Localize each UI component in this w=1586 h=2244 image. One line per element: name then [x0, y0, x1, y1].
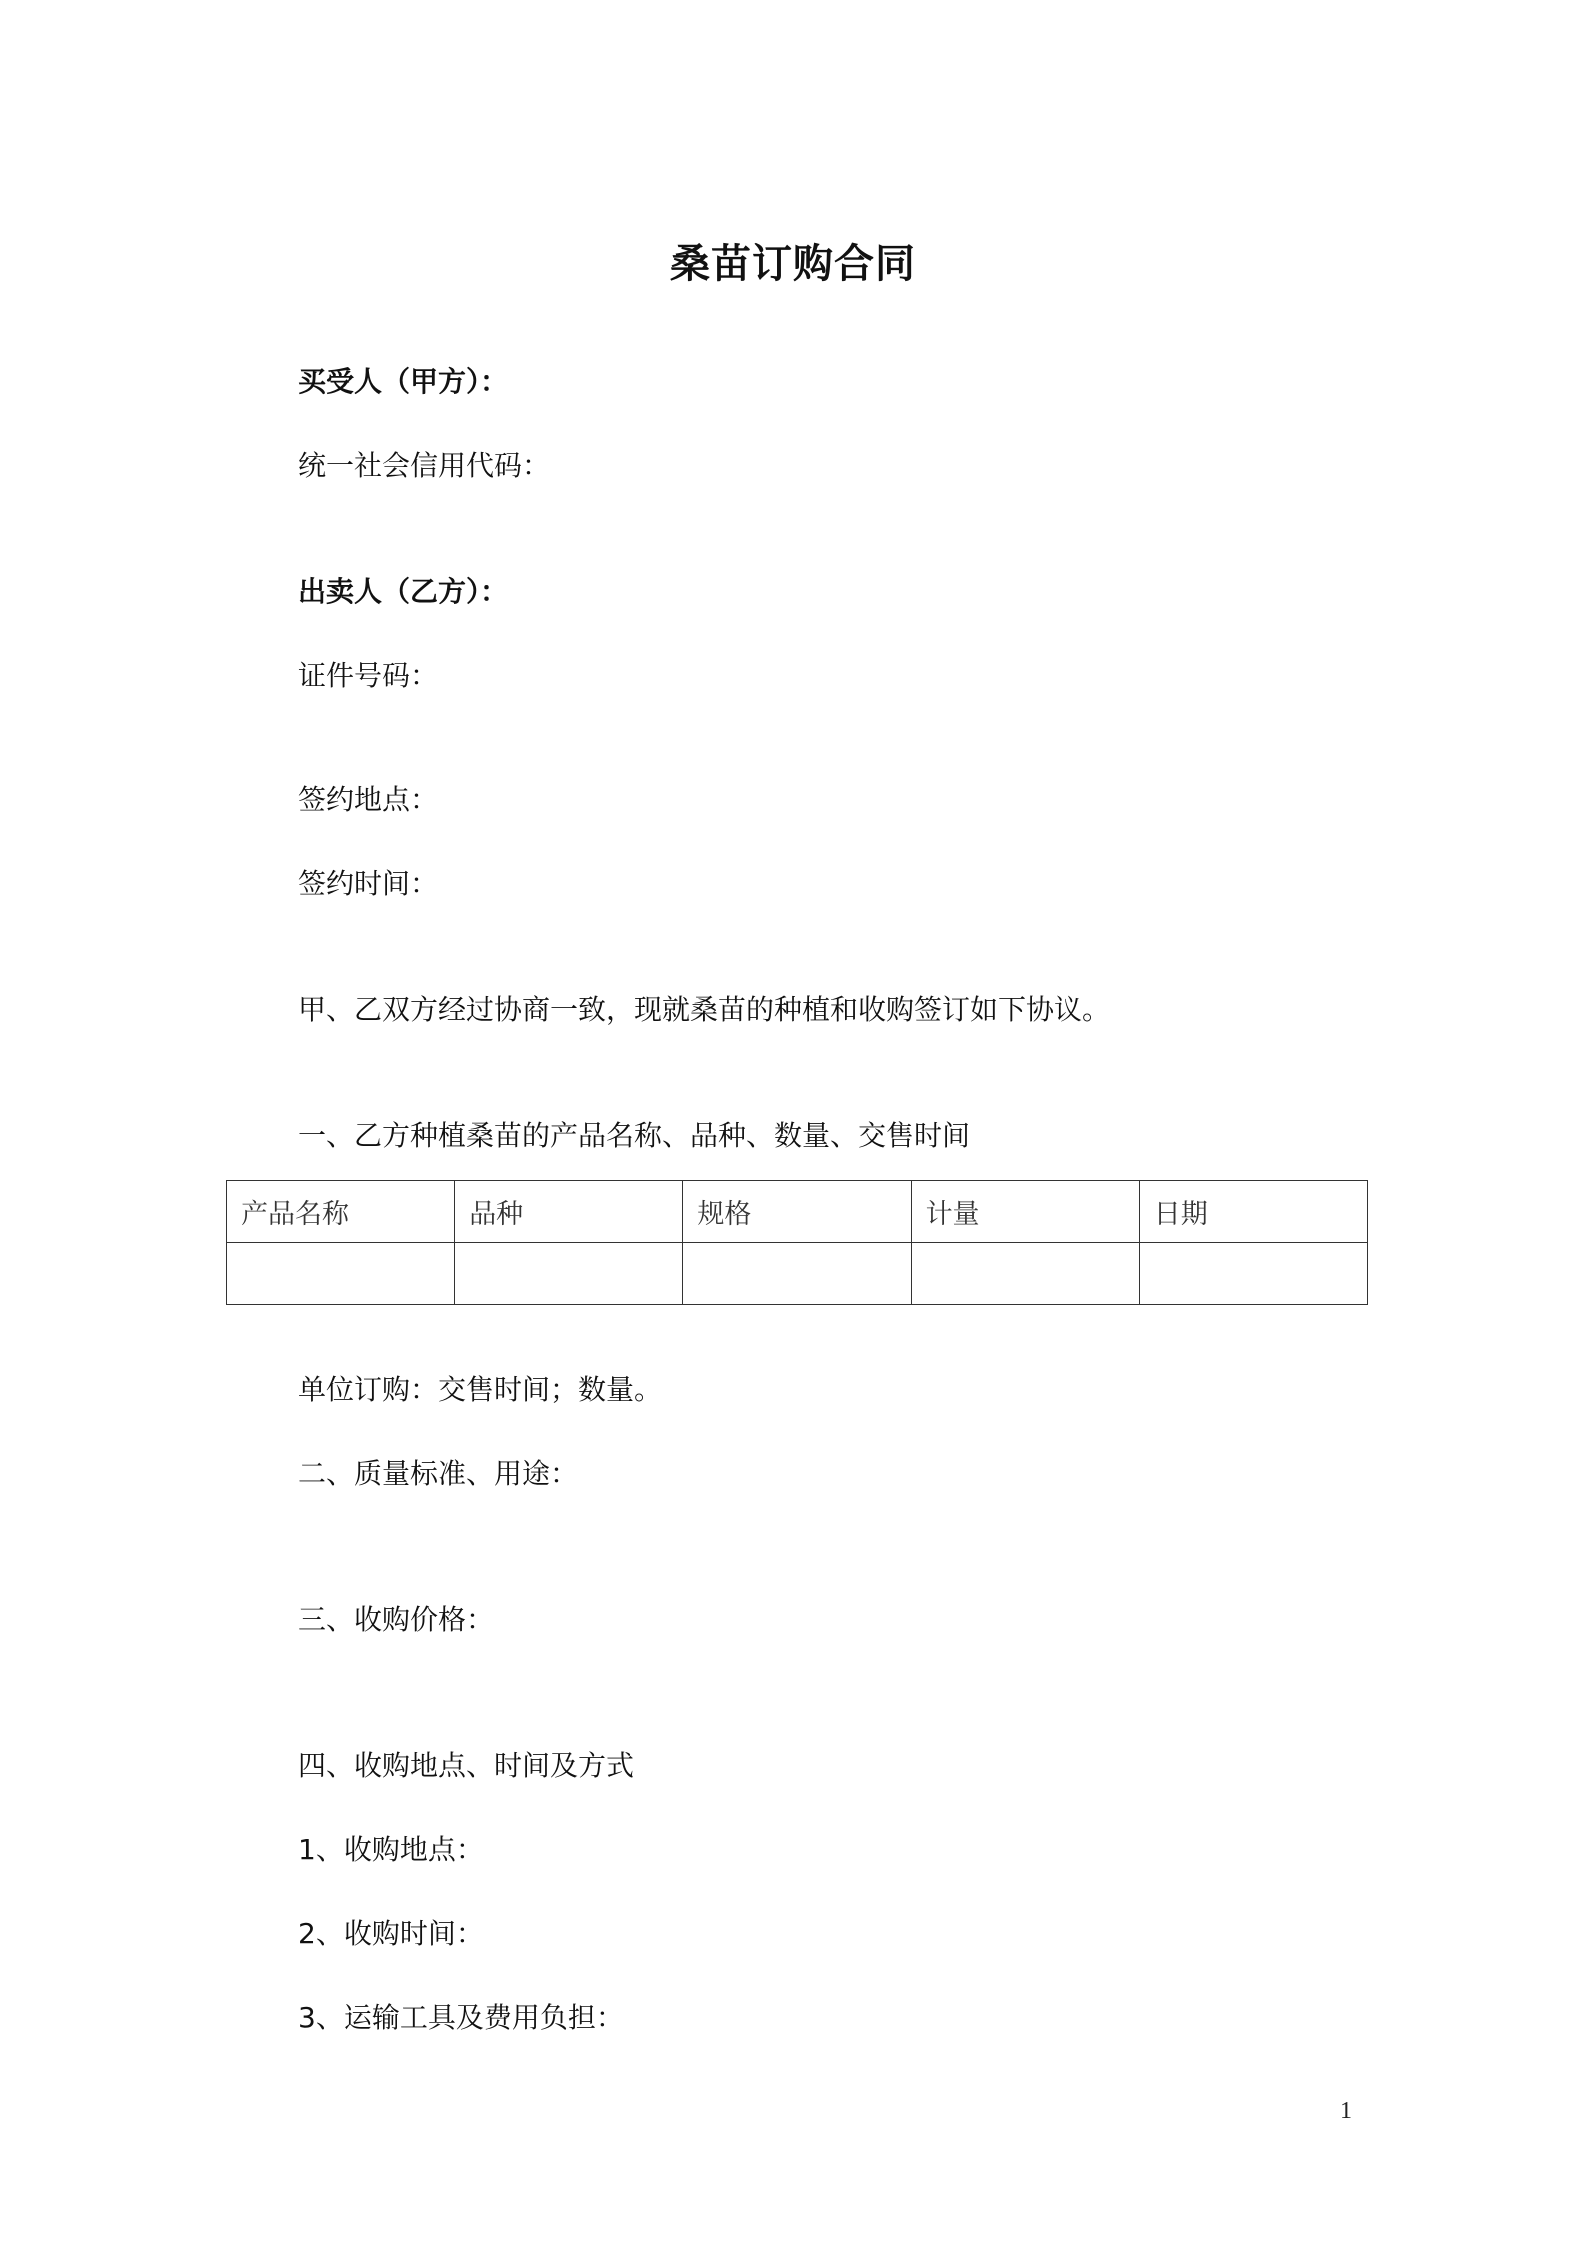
table-row	[227, 1243, 1368, 1305]
section4-heading: 四、收购地点、时间及方式	[298, 1749, 635, 1782]
party-b-label: 出卖人（乙方）：	[298, 575, 509, 608]
table-header-cell: 产品名称	[227, 1181, 455, 1243]
product-table	[226, 1180, 1368, 1305]
table-header-cell: 日期	[1139, 1181, 1367, 1243]
table-cell	[911, 1243, 1139, 1305]
section2-heading: 二、质量标准、用途：	[298, 1457, 579, 1490]
table-header-cell: 品种	[455, 1181, 683, 1243]
table-header-cell: 计量	[911, 1181, 1139, 1243]
table-header-row	[227, 1181, 1368, 1243]
page-number: 1	[1340, 2098, 1352, 2124]
section4-item-time: 2、收购时间：	[298, 1917, 484, 1950]
credit-code-label: 统一社会信用代码：	[298, 449, 551, 482]
id-number-label: 证件号码：	[298, 659, 439, 692]
section4-item-place: 1、收购地点：	[298, 1833, 484, 1866]
table-cell	[455, 1243, 683, 1305]
table-cell	[1139, 1243, 1367, 1305]
section4-item-transport: 3、运输工具及费用负担：	[298, 2001, 624, 2034]
table-cell	[683, 1243, 911, 1305]
unit-order-text: 单位订购：交售时间；数量。	[298, 1373, 663, 1406]
table-header-cell: 规格	[683, 1181, 911, 1243]
signing-time-label: 签约时间：	[298, 867, 439, 900]
table-cell	[227, 1243, 455, 1305]
intro-paragraph: 甲、乙双方经过协商一致，现就桑苗的种植和收购签订如下协议。	[298, 993, 1111, 1026]
section1-heading: 一、乙方种植桑苗的产品名称、品种、数量、交售时间	[298, 1119, 971, 1152]
party-a-label: 买受人（甲方）：	[298, 365, 509, 398]
contract-title: 桑苗订购合同	[670, 241, 916, 287]
signing-place-label: 签约地点：	[298, 783, 439, 816]
section3-heading: 三、收购价格：	[298, 1603, 495, 1636]
